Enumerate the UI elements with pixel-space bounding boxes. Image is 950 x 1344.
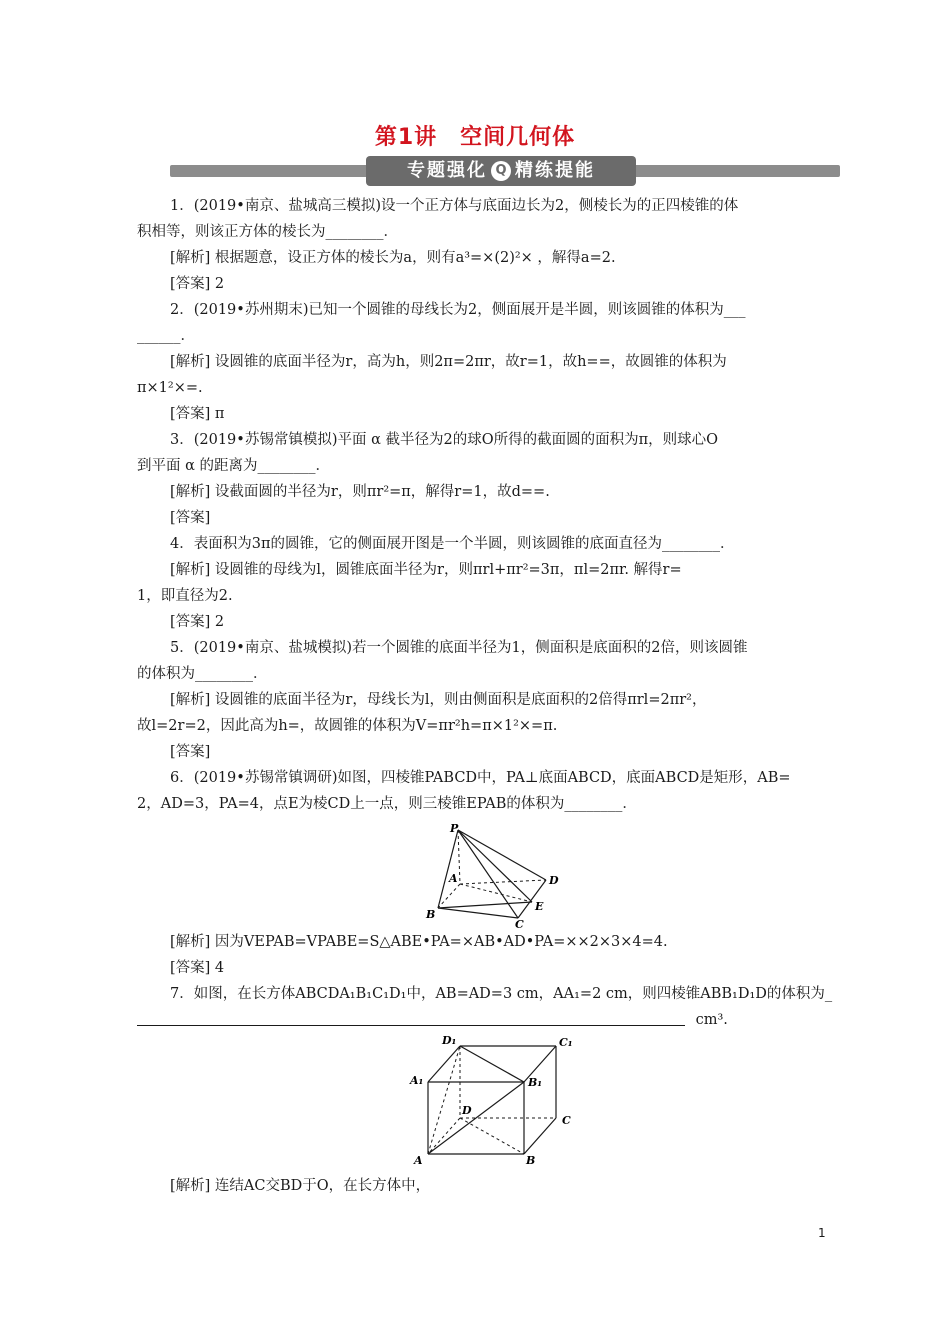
figure-label: B₁ bbox=[528, 1076, 543, 1089]
text-line: [答案] π bbox=[170, 406, 225, 422]
figure-label: D bbox=[549, 874, 559, 887]
text-line: [答案] 2 bbox=[170, 614, 225, 630]
text-line: 5．(2019•南京、盐城模拟)若一个圆锥的底面半径为1，侧面积是底面积的2倍，则该圆锥 bbox=[170, 640, 748, 656]
text-line: 积相等，则该正方体的棱长为________． bbox=[137, 224, 398, 240]
text-line: 到平面 α 的距离为________． bbox=[137, 458, 331, 474]
text-line: 1．(2019•南京、盐城高三模拟)设一个正方体与底面边长为2，侧棱长为的正四棱锥的体 bbox=[170, 198, 739, 214]
text-line: [答案] 2 bbox=[170, 276, 225, 292]
figure-label: C bbox=[562, 1114, 571, 1127]
figure-label: D bbox=[462, 1104, 472, 1117]
figure-label: A bbox=[414, 1154, 423, 1166]
text-line: cm³. bbox=[695, 1012, 728, 1028]
text-line: 3．(2019•苏锡常镇模拟)平面 α 截半径为2的球O所得的截面圆的面积为π，则球心O bbox=[170, 432, 719, 448]
figure-label: B bbox=[526, 1154, 536, 1166]
text-line: 2．(2019•苏州期末)已知一个圆锥的母线长为2，侧面展开是半圆，则该圆锥的体积为___ bbox=[170, 302, 746, 318]
text-line: [解析] 设圆锥的底面半径为r，母线长为l，则由侧面积是底面积的2倍得πrl=2πr²， bbox=[170, 692, 707, 708]
text-line: π×1²×=. bbox=[137, 380, 203, 396]
banner-right-text: 精练提能 bbox=[515, 160, 595, 181]
pyramid-figure bbox=[420, 822, 570, 930]
answer-blank bbox=[137, 1010, 685, 1026]
banner-separator-icon: Q bbox=[491, 161, 511, 181]
figure-label: D₁ bbox=[442, 1034, 457, 1047]
text-line: [答案] bbox=[170, 510, 211, 526]
text-line: 7．如图，在长方体ABCDA₁B₁C₁D₁中，AB=AD=3 cm，AA₁=2 cm，则四棱锥ABB₁D₁D的体积为_ bbox=[170, 986, 833, 1002]
figure-label: E bbox=[535, 900, 544, 913]
figure-label: P bbox=[450, 822, 459, 835]
text-line: [答案] bbox=[170, 744, 211, 760]
text-line: 2，AD=3，PA=4，点E为棱CD上一点，则三棱锥EPAB的体积为________． bbox=[137, 796, 637, 812]
text-line: 4．表面积为3π的圆锥，它的侧面展开图是一个半圆，则该圆锥的底面直径为________． bbox=[170, 536, 735, 552]
text-line: [解析] 因为VEPAB=VPABE=S△ABE•PA=×AB•AD•PA=××2×3×4=4. bbox=[170, 934, 668, 950]
figure-label: C bbox=[515, 918, 524, 930]
text-line: ______． bbox=[137, 328, 195, 344]
figure-label: C₁ bbox=[559, 1036, 573, 1049]
figure-label: B bbox=[426, 908, 436, 921]
page-title: 第1讲 空间几何体 bbox=[374, 125, 576, 150]
page-number: 1 bbox=[818, 1226, 826, 1240]
text-line: 故l=2r=2，因此高为h=，故圆锥的体积为V=πr²h=π×1²×=π. bbox=[137, 718, 558, 734]
cuboid-figure bbox=[404, 1034, 584, 1166]
text-line: [解析] 设圆锥的母线为l，圆锥底面半径为r，则πrl+πr²=3π，πl=2πr. 解得r= bbox=[170, 562, 682, 578]
text-line: 1，即直径为2. bbox=[137, 588, 233, 604]
text-line: 6．(2019•苏锡常镇调研)如图，四棱锥PABCD中，PA⊥底面ABCD，底面ABCD是矩形，AB= bbox=[170, 770, 791, 786]
text-line: 的体积为________． bbox=[137, 666, 268, 682]
text-line: [解析] 设截面圆的半径为r，则πr²=π，解得r=1，故d==. bbox=[170, 484, 550, 500]
figure-label: A₁ bbox=[410, 1074, 424, 1087]
section-banner bbox=[170, 156, 840, 186]
banner-label bbox=[366, 156, 636, 186]
banner-left-text: 专题强化 bbox=[407, 160, 487, 181]
figure-label: A bbox=[449, 872, 458, 885]
text-line: [解析] 根据题意，设正方体的棱长为a，则有a³=×(2)²× ，解得a=2. bbox=[170, 250, 616, 266]
text-line: [解析] 设圆锥的底面半径为r，高为h，则2π=2πr，故r=1，故h==，故圆锥的体积为 bbox=[170, 354, 727, 370]
text-line: [解析] 连结AC交BD于O，在长方体中， bbox=[170, 1178, 431, 1194]
text-line: [答案] 4 bbox=[170, 960, 225, 976]
answer-blank-line bbox=[137, 1010, 817, 1030]
